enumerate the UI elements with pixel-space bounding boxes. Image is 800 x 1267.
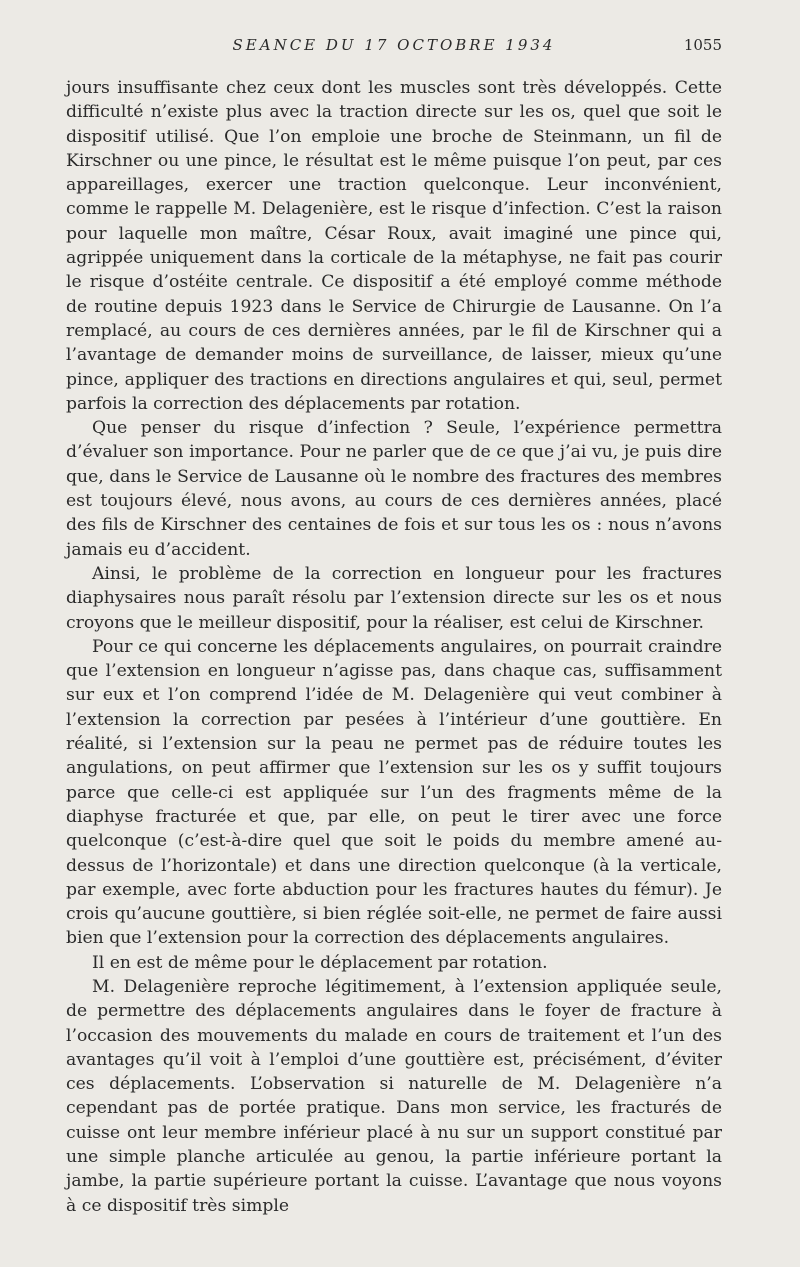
running-title: SEANCE DU 17 OCTOBRE 1934 — [232, 36, 556, 54]
paragraph: Il en est de même pour le déplacement par rotation. — [92, 952, 548, 973]
paragraph: M. Delagenière reproche légitimement, à l’extension appliquée seule, de permettre des déplacements angulaires dans le foyer de fracture à l’occasion des mouvements du malade en cours de traitement et l’un des avantages qu’il voit à l’emploi d’une gouttière est, précisément, d’éviter ces déplacements. L’observation si naturelle de M. Delagenière n’a cependant pas de portée pratique. Dans mon service, les fracturés de cuisse ont leur membre inférieur placé à nu sur un support constitué par une simple planche articulée au genou, la partie inférieure portant la jambe, la partie supérieure portant la cuisse. L’avantage que nous voyons à ce dispositif très simple — [66, 976, 722, 1216]
page-number: 1055 — [683, 36, 722, 54]
paragraph: jours insuffisante chez ceux dont les muscles sont très développés. Cette difficulté n’existe plus avec la traction directe sur les os, quel que soit le dispositif utilisé. Que l’on emploie une broche de Steinmann, un fil de Kirschner ou une pince, le résultat est le même puisque l’on peut, par ces appareillages, exercer une traction quelconque. Leur inconvénient, comme le rappelle M. Delagenière, est le risque d’infection. C’est la raison pour laquelle mon maître, César Roux, avait imaginé une pince qui, agrippée uniquement dans la corticale de la métaphyse, ne fait pas courir le risque d’ostéite centrale. Ce dispositif a été employé comme méthode de routine depuis 1923 dans le Service de Chirurgie de Lausanne. On l’a remplacé, au cours de ces dernières années, par le fil de Kirschner qui a l’avantage de demander moins de surveillance, de laisser, mieux qu’une pince, appliquer des tractions en directions angulaires et qui, seul, permet parfois la correction des déplacements par rotation. — [66, 78, 722, 414]
paragraph: Ainsi, le problème de la correction en longueur pour les fractures diaphysaires nous paraît résolu par l’extension directe sur les os et nous croyons que le meilleur dispositif, pour la réaliser, est celui de Kirschner. — [66, 563, 722, 633]
page-header — [66, 36, 722, 60]
body-text — [66, 76, 722, 1218]
paragraph: Que penser du risque d’infection ? Seule, l’expérience permettra d’évaluer son importance. Pour ne parler que de ce que j’ai vu, je puis dire que, dans le Service de Lausanne où le nombre des fractures des membres est toujours élevé, nous avons, au cours de ces dernières années, placé des fils de Kirschner des centaines de fois et sur tous les os : nous n’avons jamais eu d’accident. — [66, 418, 722, 560]
paragraph: Pour ce qui concerne les déplacements angulaires, on pourrait craindre que l’extension en longueur n’agisse pas, dans chaque cas, suffisamment sur eux et l’on comprend l’idée de M. Delagenière qui veut combiner à l’extension la correction par pesées à l’intérieur d’une gouttière. En réalité, si l’extension sur la peau ne permet pas de réduire toutes les angulations, on peut affirmer que l’extension sur les os y suffit toujours parce que celle-ci est appliquée sur l’un des fragments même de la diaphyse fracturée et que, par elle, on peut le tirer avec une force quelconque (c’est-à-dire quel que soit le poids du membre amené au-dessus de l’horizontale) et dans une direction quelconque (à la verticale, par exemple, avec forte abduction pour les fractures hautes du fémur). Je crois qu’aucune gouttière, si bien réglée soit-elle, ne permet de faire aussi bien que l’extension pour la correction des déplacements angulaires. — [66, 636, 722, 949]
